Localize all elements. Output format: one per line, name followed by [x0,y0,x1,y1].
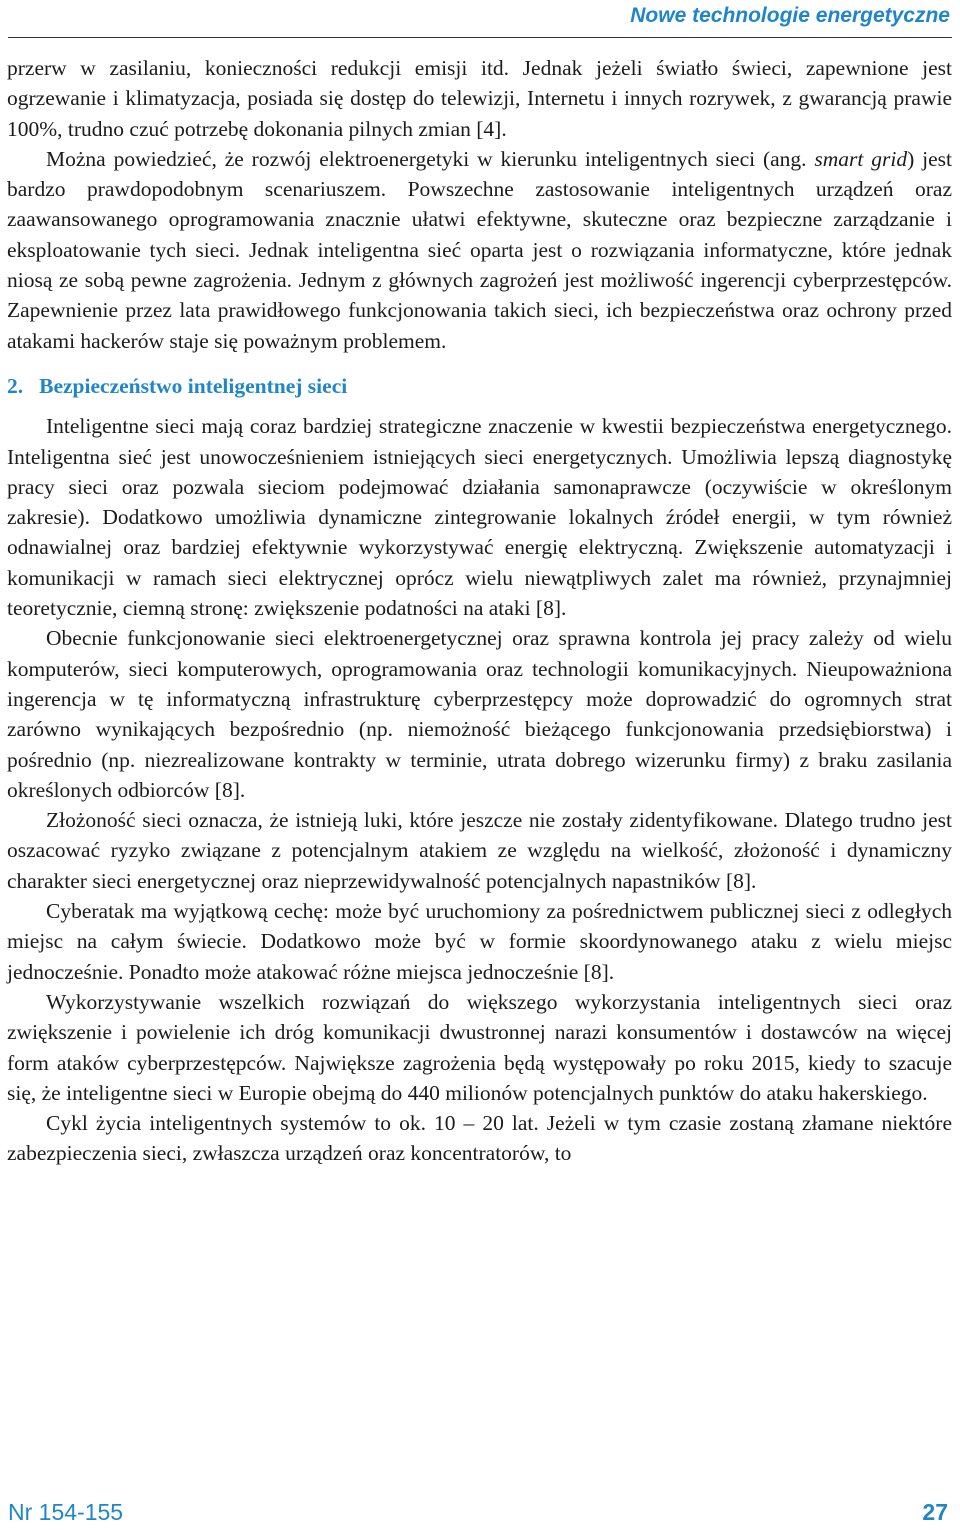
paragraph-1: przerw w zasilaniu, konieczności redukcji emisji itd. Jednak jeżeli światło świeci, zapewnione jest ogrzewanie i klimatyzacja, posiada się dostęp do telewizji, Internetu i innych rozrywek, z gwarancją prawie 100%, trudno czuć potrzebę dokonania pilnych zmian [4]. [7,56,952,141]
issue-number: Nr 154-155 [8,1499,124,1525]
header-divider [8,37,952,38]
paragraph-4: Obecnie funkcjonowanie sieci elektroenergetycznej oraz sprawna kontrola jej pracy zależy od wielu komputerów, sieci komputerowych, oprogramowania oraz technologii komunikacyjnych. Nieupoważniona ingerencja w tę informatyczną infrastrukturę cyberprzestępcy może doprowadzić do ogromnych strat zarówno wynikających bezpośrednio (np. niemożność bieżącego funkcjonowania przedsiębiorstwa) i pośrednio (np. niezrealizowane kontrakty w terminie, utrata dobrego wizerunku firmy) z braku zasilania określonych odbiorców [8]. [7,626,952,802]
section-title: Bezpieczeństwo inteligentnej sieci [39,373,348,398]
paragraph-3: Inteligentne sieci mają coraz bardziej strategiczne znaczenie w kwestii bezpieczeństwa energetycznego. Inteligentna sieć jest unowocześnieniem istniejących sieci energetycznych. Umożliwia lepszą diagnostykę pracy sieci oraz pozwala sieciom podejmować działania samonaprawcze (oczywiście w określonym zakresie). Dodatkowo umożliwia dynamiczne zintegrowanie lokalnych źródeł energii, w tym również odnawialnej oraz bardziej efektywnie wykorzystywać energię elektryczną. Zwiększenie automatyzacji i komunikacji w ramach sieci elektrycznej oprócz wielu niewątpliwych zalet ma również, przynajmniej teoretycznie, ciemną stronę: zwiększenie podatności na ataki [8]. [7,414,952,621]
section-heading [7,371,952,401]
running-title: Nowe technologie energetyczne [630,4,950,27]
paragraph-8: Cykl życia inteligentnych systemów to ok. 10 – 20 lat. Jeżeli w tym czasie zostaną złamane niektóre zabezpieczenia sieci, zwłaszcza urządzeń oraz koncentratorów, to [7,1111,952,1166]
section-number: 2. [7,373,24,398]
paragraph-7: Wykorzystywanie wszelkich rozwiązań do większego wykorzystania inteligentnych sieci oraz zwiększenie i powielenie ich dróg komunikacji dwustronnej narazi konsumentów i dostawców na więcej form ataków cyberprzestępców. Największe zagrożenia będą występowały po roku 2015, kiedy to szacuje się, że inteligentne sieci w Europie obejmą do 440 milionów potencjalnych punktów do ataku hakerskiego. [7,989,952,1105]
paragraph-5: Złożoność sieci oznacza, że istnieją luki, które jeszcze nie zostały zidentyfikowane. Dlatego trudno jest oszacować ryzyko związane z potencjalnym atakiem ze względu na wielkość, złożoność i dynamiczny charakter sieci energetycznej oraz nieprzewidywalność potencjalnych napastników [8]. [7,808,952,893]
page-number: 27 [922,1499,948,1525]
paragraph-2-end: ) jest bardzo prawdopodobnym scenariuszem. Powszechne zastosowanie inteligentnych urządzeń oraz zaawansowanego oprogramowania znacznie ułatwi efektywne, skuteczne oraz bezpieczne zarządzanie i eksploatowanie tych sieci. Jednak inteligentna sieć oparta jest o rozwiązania informatyczne, które jednak niosą ze sobą pewne zagrożenia. Jednym z głównych zagrożeń jest możliwość ingerencji cyberprzestępców. Zapewnienie przez lata prawidłowego funkcjonowania takich sieci, ich bezpieczeństwa oraz ochrony przed atakami hackerów staje się poważnym problemem. [7,146,952,353]
paragraph-2 [7,144,952,356]
smart-grid-term: smart grid [814,146,908,171]
paragraph-2-start: Można powiedzieć, że rozwój elektroenergetyki w kierunku inteligentnych sieci (ang. [46,146,815,171]
article-body [7,53,952,1169]
paragraph-6: Cyberatak ma wyjątkową cechę: może być uruchomiony za pośrednictwem publicznej sieci z odległych miejsc na całym świecie. Dodatkowo może być w formie skoordynowanego ataku z wielu miejsc jednocześnie. Ponadto może atakować różne miejsca jednocześnie [8]. [7,899,952,984]
